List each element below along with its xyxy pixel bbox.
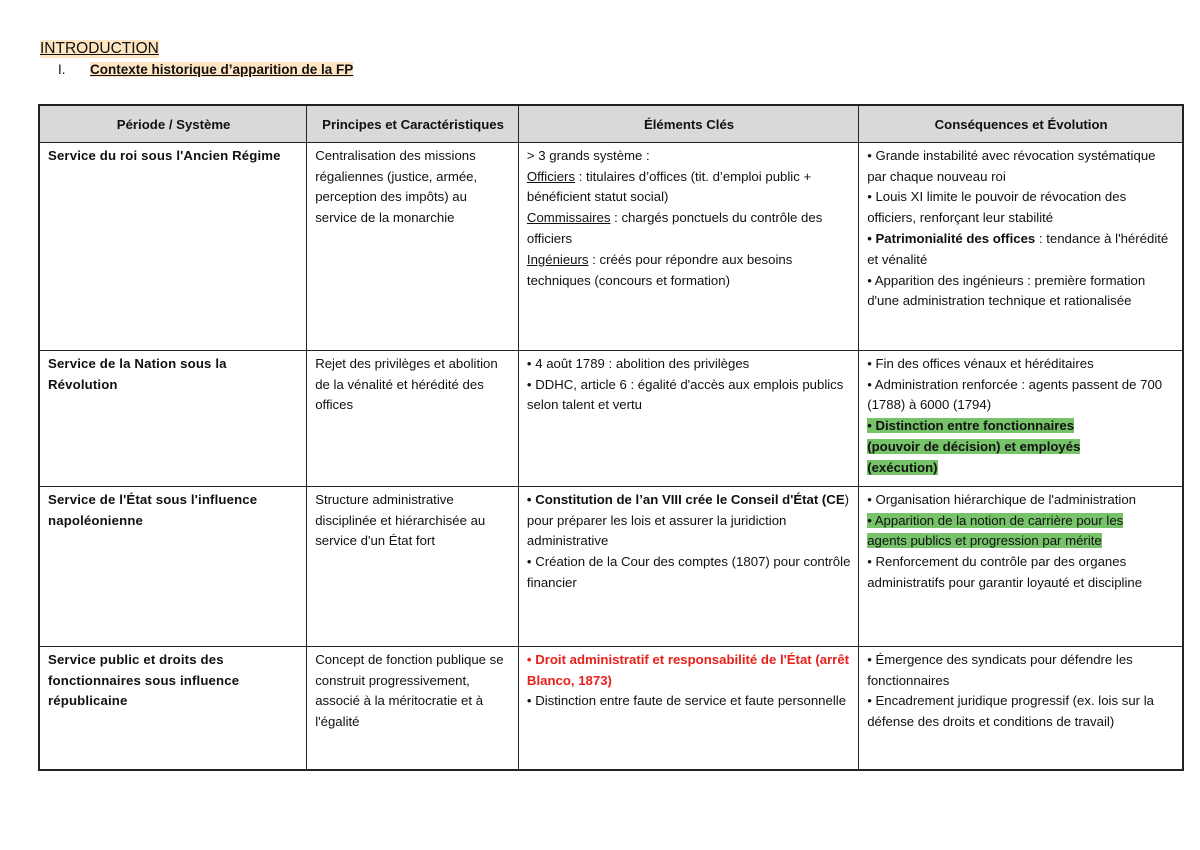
consequence-rest: : tendance à l'hérédité et vénalité <box>867 230 1169 267</box>
row-principles-cell: Structure administrative disciplinée et hiérarchisée au service d'un État fort <box>307 486 519 646</box>
element-rest: ) pour préparer les lois et assurer la juridiction administrative <box>526 491 850 549</box>
consequence-highlight <box>867 531 1175 552</box>
consequence-item: • Émergence des syndicats pour défendre les fonctionnaires <box>867 651 1133 688</box>
section-heading <box>40 62 353 77</box>
table-row <box>39 486 1183 646</box>
consequence-highlight <box>867 458 1175 479</box>
elements-ingenieurs <box>527 250 851 292</box>
header-period: Période / Système <box>39 105 307 142</box>
elements-commissaires <box>527 208 851 250</box>
table-header-row <box>39 105 1183 142</box>
table-row <box>39 142 1183 350</box>
row-period-cell: Service de l'État sous l'influence napoléonienne <box>39 486 307 646</box>
consequence-item: • Renforcement du contrôle par des organes administratifs pour garantir loyauté et discipline <box>867 554 1143 590</box>
term-officiers: Officiers <box>526 168 576 184</box>
consequence-item: • Grande instabilité avec révocation systématique par chaque nouveau roi <box>867 147 1156 184</box>
element-bold: • Constitution de l’an VIII crée le Conseil d'État (CE <box>526 491 845 507</box>
element-item <box>527 490 851 552</box>
elements-intro: > 3 grands système : <box>526 147 650 163</box>
table-row <box>39 350 1183 486</box>
element-item: • Création de la Cour des comptes (1807) pour contrôle financier <box>526 554 851 590</box>
row-consequences-cell <box>859 142 1183 350</box>
highlight-line-1: • Distinction entre fonctionnaires <box>867 418 1075 434</box>
consequence-highlight <box>867 416 1175 437</box>
commissaires-desc: : chargés ponctuels du contrôle des officiers <box>526 210 823 246</box>
element-item: • 4 août 1789 : abolition des privilèges <box>526 355 750 371</box>
section-title: Contexte historique d’apparition de la FP <box>90 62 354 77</box>
row-consequences-cell <box>859 486 1183 646</box>
consequence-item: • Administration renforcée : agents passent de 700 (1788) à 6000 (1794) <box>867 376 1163 413</box>
row-principles-cell: Rejet des privilèges et abolition de la vénalité et hérédité des offices <box>307 350 519 486</box>
element-item: • DDHC, article 6 : égalité d'accès aux emplois publics selon talent et vertu <box>526 376 844 413</box>
header-consequences: Conséquences et Évolution <box>859 105 1183 142</box>
table-row <box>39 646 1183 770</box>
row-period-cell: Service public et droits des fonctionnaires sous influence républicaine <box>39 646 307 770</box>
row-elements-cell <box>518 142 858 350</box>
header-key-elements: Éléments Clés <box>518 105 858 142</box>
consequence-item: • Organisation hiérarchique de l'administration <box>867 491 1137 507</box>
consequence-item: • Encadrement juridique progressif (ex. lois sur la défense des droits et conditions de travail) <box>867 693 1154 730</box>
section-number: I. <box>58 62 66 77</box>
consequence-highlight <box>867 437 1175 458</box>
term-ingenieurs: Ingénieurs <box>526 251 589 267</box>
consequence-highlight <box>867 511 1175 532</box>
row-consequences-cell <box>859 646 1183 770</box>
term-commissaires: Commissaires <box>526 210 611 226</box>
row-elements-cell <box>518 646 858 770</box>
row-elements-cell <box>518 350 858 486</box>
highlight-line-2: agents publics et progression par mérite <box>867 533 1102 549</box>
element-item: • Distinction entre faute de service et faute personnelle <box>526 693 847 709</box>
highlight-line-2: (pouvoir de décision) et employés <box>867 438 1081 454</box>
officiers-desc: : titulaires d’offices (tit. d’emploi public + bénéficient statut social) <box>526 168 812 205</box>
highlight-line-1: • Apparition de la notion de carrière pour les <box>867 512 1124 528</box>
row-consequences-cell <box>859 350 1183 486</box>
row-elements-cell <box>518 486 858 646</box>
document-heading <box>40 40 353 77</box>
row-principles-cell: Concept de fonction publique se construit progressivement, associé à la méritocratie et à l'égalité <box>307 646 519 770</box>
consequence-item: • Louis XI limite le pouvoir de révocation des officiers, renforçant leur stabilité <box>867 189 1127 226</box>
consequence-item: • Apparition des ingénieurs : première formation d'une administration technique et rationalisée <box>867 272 1146 309</box>
header-principles: Principes et Caractéristiques <box>307 105 519 142</box>
row-principles-cell: Centralisation des missions régaliennes (justice, armée, perception des impôts) au service de la monarchie <box>307 142 519 350</box>
elements-officiers <box>527 167 851 209</box>
history-table <box>38 104 1184 771</box>
consequence-item: • Fin des offices vénaux et héréditaires <box>867 355 1094 371</box>
element-item-red: • Droit administratif et responsabilité de l'État (arrêt Blanco, 1873) <box>526 651 850 688</box>
introduction-title: INTRODUCTION <box>40 40 159 57</box>
consequence-bold: • Patrimonialité des offices <box>867 230 1036 246</box>
row-period-cell: Service du roi sous l'Ancien Régime <box>39 142 307 350</box>
ingenieurs-desc: : créés pour répondre aux besoins techniques (concours et formation) <box>526 251 793 288</box>
consequence-item <box>867 229 1175 271</box>
highlight-line-3: (exécution) <box>867 459 938 475</box>
row-period-cell: Service de la Nation sous la Révolution <box>39 350 307 486</box>
